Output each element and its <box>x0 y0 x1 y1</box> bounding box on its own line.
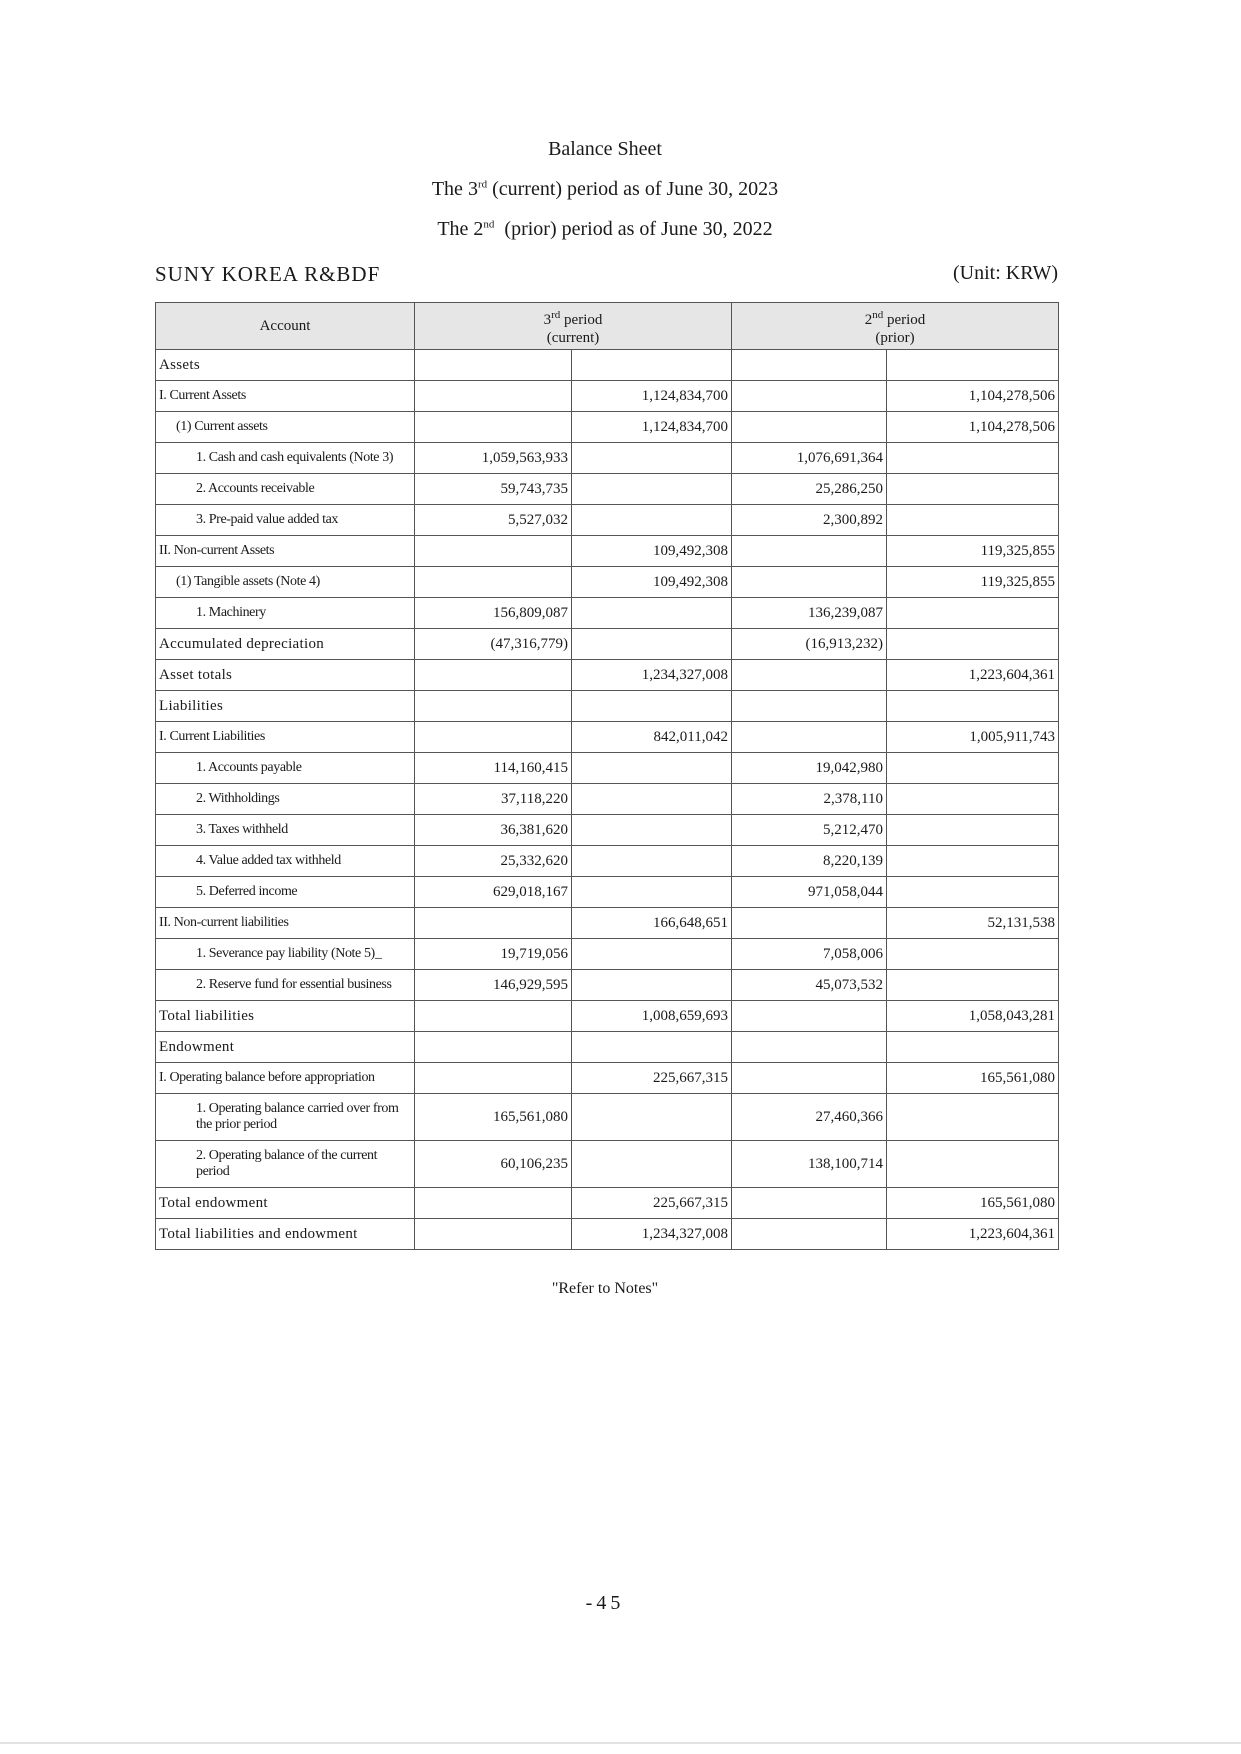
current-col-sup: rd <box>551 308 561 321</box>
account-cell: I. Operating balance before appropriation <box>156 1063 415 1094</box>
current-total-cell <box>572 505 732 536</box>
prior-total-cell: 1,104,278,506 <box>887 412 1059 443</box>
prior-detail-cell <box>732 691 887 722</box>
table-row <box>156 381 1059 412</box>
prior-total-cell <box>887 505 1059 536</box>
current-total-cell: 1,124,834,700 <box>572 381 732 412</box>
current-total-cell: 109,492,308 <box>572 567 732 598</box>
current-col-pre: 3 <box>543 311 552 328</box>
table-row <box>156 1001 1059 1032</box>
current-total-cell: 225,667,315 <box>572 1188 732 1219</box>
current-total-cell <box>572 474 732 505</box>
current-detail-cell: 19,719,056 <box>415 939 572 970</box>
prior-total-cell <box>887 350 1059 381</box>
current-detail-cell <box>415 412 572 443</box>
account-cell: 1. Operating balance carried over from the prior period <box>156 1094 415 1141</box>
current-detail-cell: 629,018,167 <box>415 877 572 908</box>
current-detail-cell: 60,106,235 <box>415 1141 572 1188</box>
table-row <box>156 1032 1059 1063</box>
prior-detail-cell: 8,220,139 <box>732 846 887 877</box>
prior-total-cell: 165,561,080 <box>887 1188 1059 1219</box>
prior-detail-cell: 27,460,366 <box>732 1094 887 1141</box>
account-cell: II. Non-current liabilities <box>156 908 415 939</box>
account-cell: Liabilities <box>156 691 415 722</box>
current-period-suffix: (current) period as of June 30, 2023 <box>487 178 779 200</box>
current-detail-cell <box>415 908 572 939</box>
table-header-row <box>156 303 1059 350</box>
table-row <box>156 660 1059 691</box>
prior-detail-cell: 7,058,006 <box>732 939 887 970</box>
prior-total-cell <box>887 784 1059 815</box>
prior-total-cell <box>887 629 1059 660</box>
current-col-post: period <box>560 311 603 328</box>
current-detail-cell: 5,527,032 <box>415 505 572 536</box>
prior-detail-cell: 2,378,110 <box>732 784 887 815</box>
company-name: SUNY KOREA R&BDF <box>155 262 381 286</box>
prior-total-cell <box>887 443 1059 474</box>
current-detail-cell <box>415 1063 572 1094</box>
current-detail-cell: 165,561,080 <box>415 1094 572 1141</box>
current-total-cell <box>572 443 732 474</box>
current-total-cell <box>572 1094 732 1141</box>
table-row <box>156 877 1059 908</box>
table-row <box>156 505 1059 536</box>
prior-detail-cell <box>732 350 887 381</box>
table-row <box>156 567 1059 598</box>
prior-col-pre: 2 <box>864 311 873 328</box>
table-row <box>156 908 1059 939</box>
prior-detail-cell <box>732 1001 887 1032</box>
table-row <box>156 598 1059 629</box>
prior-total-cell <box>887 815 1059 846</box>
refer-to-notes: "Refer to Notes" <box>551 1280 659 1297</box>
prior-detail-cell <box>732 1032 887 1063</box>
prior-detail-cell <box>732 381 887 412</box>
current-total-cell <box>572 598 732 629</box>
prior-period-prefix: The 2 <box>437 218 484 240</box>
table-row <box>156 939 1059 970</box>
table-row <box>156 970 1059 1001</box>
current-total-cell: 1,008,659,693 <box>572 1001 732 1032</box>
current-detail-cell: 36,381,620 <box>415 815 572 846</box>
account-cell: Accumulated depreciation <box>156 629 415 660</box>
prior-period-line <box>0 218 1210 241</box>
current-detail-cell: 59,743,735 <box>415 474 572 505</box>
prior-total-cell <box>887 939 1059 970</box>
prior-total-cell: 165,561,080 <box>887 1063 1059 1094</box>
account-column-header: Account <box>156 303 415 350</box>
current-detail-cell: 114,160,415 <box>415 753 572 784</box>
table-row <box>156 784 1059 815</box>
prior-total-cell <box>887 753 1059 784</box>
table-row <box>156 443 1059 474</box>
current-total-cell <box>572 1032 732 1063</box>
prior-detail-cell <box>732 722 887 753</box>
prior-total-cell <box>887 846 1059 877</box>
table-row <box>156 753 1059 784</box>
account-cell: II. Non-current Assets <box>156 536 415 567</box>
bottom-divider <box>0 1742 1241 1744</box>
prior-detail-cell: 5,212,470 <box>732 815 887 846</box>
table-row <box>156 474 1059 505</box>
current-period-ordinal: rd <box>477 178 488 191</box>
table-row <box>156 691 1059 722</box>
table-row <box>156 1188 1059 1219</box>
current-detail-cell: 156,809,087 <box>415 598 572 629</box>
current-detail-cell: 1,059,563,933 <box>415 443 572 474</box>
table-row <box>156 1063 1059 1094</box>
table-row <box>156 536 1059 567</box>
account-cell: 5. Deferred income <box>156 877 415 908</box>
account-cell: 1. Accounts payable <box>156 753 415 784</box>
account-cell: Total liabilities and endowment <box>156 1219 415 1250</box>
prior-total-cell <box>887 970 1059 1001</box>
table-row <box>156 629 1059 660</box>
prior-detail-cell: 45,073,532 <box>732 970 887 1001</box>
current-total-cell <box>572 691 732 722</box>
prior-col-post: period <box>883 311 926 328</box>
prior-total-cell <box>887 598 1059 629</box>
prior-col-sup: nd <box>872 308 884 321</box>
account-cell: 2. Accounts receivable <box>156 474 415 505</box>
current-detail-cell <box>415 567 572 598</box>
current-total-cell <box>572 629 732 660</box>
current-total-cell: 1,234,327,008 <box>572 660 732 691</box>
current-detail-cell <box>415 1032 572 1063</box>
prior-detail-cell: 1,076,691,364 <box>732 443 887 474</box>
current-total-cell <box>572 1141 732 1188</box>
prior-detail-cell: 19,042,980 <box>732 753 887 784</box>
current-total-cell: 109,492,308 <box>572 536 732 567</box>
table-row <box>156 846 1059 877</box>
prior-total-cell <box>887 1032 1059 1063</box>
statement-title: Balance Sheet <box>548 138 662 160</box>
prior-detail-cell: 138,100,714 <box>732 1141 887 1188</box>
current-detail-cell <box>415 722 572 753</box>
account-cell: 1. Machinery <box>156 598 415 629</box>
prior-total-cell: 1,104,278,506 <box>887 381 1059 412</box>
account-cell: 1. Cash and cash equivalents (Note 3) <box>156 443 415 474</box>
prior-total-cell <box>887 1094 1059 1141</box>
current-total-cell <box>572 877 732 908</box>
table-row <box>156 1094 1059 1141</box>
account-cell: I. Current Liabilities <box>156 722 415 753</box>
prior-detail-cell <box>732 660 887 691</box>
current-detail-cell: 25,332,620 <box>415 846 572 877</box>
account-cell: 3. Pre-paid value added tax <box>156 505 415 536</box>
prior-detail-cell <box>732 908 887 939</box>
account-cell: (1) Current assets <box>156 412 415 443</box>
prior-detail-cell <box>732 412 887 443</box>
current-detail-cell <box>415 660 572 691</box>
account-cell: Asset totals <box>156 660 415 691</box>
current-total-cell <box>572 846 732 877</box>
prior-detail-cell <box>732 567 887 598</box>
current-total-cell <box>572 753 732 784</box>
current-detail-cell <box>415 691 572 722</box>
current-detail-cell <box>415 1001 572 1032</box>
current-total-cell <box>572 970 732 1001</box>
prior-detail-cell: 25,286,250 <box>732 474 887 505</box>
prior-col-sub: (prior) <box>875 329 915 346</box>
prior-detail-cell: (16,913,232) <box>732 629 887 660</box>
prior-detail-cell <box>732 1063 887 1094</box>
current-detail-cell: (47,316,779) <box>415 629 572 660</box>
table-row <box>156 815 1059 846</box>
account-cell: Assets <box>156 350 415 381</box>
current-detail-cell <box>415 536 572 567</box>
current-total-cell: 166,648,651 <box>572 908 732 939</box>
current-detail-cell <box>415 350 572 381</box>
table-row <box>156 1141 1059 1188</box>
prior-total-cell <box>887 877 1059 908</box>
prior-period-suffix: (prior) period as of June 30, 2022 <box>494 218 773 240</box>
current-total-cell <box>572 784 732 815</box>
current-col-sub: (current) <box>546 329 600 346</box>
page-number: -45 <box>585 1592 625 1614</box>
prior-detail-cell: 971,058,044 <box>732 877 887 908</box>
prior-detail-cell <box>732 1188 887 1219</box>
prior-detail-cell <box>732 1219 887 1250</box>
prior-total-cell <box>887 691 1059 722</box>
prior-total-cell <box>887 474 1059 505</box>
prior-total-cell: 52,131,538 <box>887 908 1059 939</box>
table-row <box>156 350 1059 381</box>
prior-total-cell <box>887 1141 1059 1188</box>
current-detail-cell <box>415 381 572 412</box>
prior-total-cell: 119,325,855 <box>887 536 1059 567</box>
current-detail-cell: 146,929,595 <box>415 970 572 1001</box>
table-row <box>156 722 1059 753</box>
prior-period-ordinal: nd <box>483 218 495 231</box>
current-detail-cell <box>415 1188 572 1219</box>
unit-label: (Unit: KRW) <box>953 262 1058 284</box>
current-period-column-header <box>415 303 732 350</box>
account-cell: 4. Value added tax withheld <box>156 846 415 877</box>
current-total-cell: 225,667,315 <box>572 1063 732 1094</box>
account-cell: Total liabilities <box>156 1001 415 1032</box>
prior-detail-cell <box>732 536 887 567</box>
account-cell: 3. Taxes withheld <box>156 815 415 846</box>
prior-total-cell: 1,005,911,743 <box>887 722 1059 753</box>
prior-total-cell: 1,223,604,361 <box>887 1219 1059 1250</box>
current-total-cell: 1,234,327,008 <box>572 1219 732 1250</box>
table-row <box>156 1219 1059 1250</box>
prior-detail-cell: 136,239,087 <box>732 598 887 629</box>
current-detail-cell: 37,118,220 <box>415 784 572 815</box>
account-cell: (1) Tangible assets (Note 4) <box>156 567 415 598</box>
current-period-line <box>0 178 1210 201</box>
prior-period-column-header <box>732 303 1059 350</box>
account-cell: 2. Reserve fund for essential business <box>156 970 415 1001</box>
prior-total-cell: 1,058,043,281 <box>887 1001 1059 1032</box>
balance-sheet-table <box>155 302 1059 1250</box>
prior-total-cell: 119,325,855 <box>887 567 1059 598</box>
account-cell: I. Current Assets <box>156 381 415 412</box>
current-total-cell <box>572 939 732 970</box>
account-cell: 2. Operating balance of the current period <box>156 1141 415 1188</box>
current-total-cell <box>572 815 732 846</box>
current-total-cell: 1,124,834,700 <box>572 412 732 443</box>
current-total-cell: 842,011,042 <box>572 722 732 753</box>
account-cell: 1. Severance pay liability (Note 5)_ <box>156 939 415 970</box>
account-cell: Total endowment <box>156 1188 415 1219</box>
current-detail-cell <box>415 1219 572 1250</box>
account-cell: Endowment <box>156 1032 415 1063</box>
prior-detail-cell: 2,300,892 <box>732 505 887 536</box>
prior-total-cell: 1,223,604,361 <box>887 660 1059 691</box>
table-row <box>156 412 1059 443</box>
account-cell: 2. Withholdings <box>156 784 415 815</box>
current-total-cell <box>572 350 732 381</box>
current-period-prefix: The 3 <box>431 178 478 200</box>
